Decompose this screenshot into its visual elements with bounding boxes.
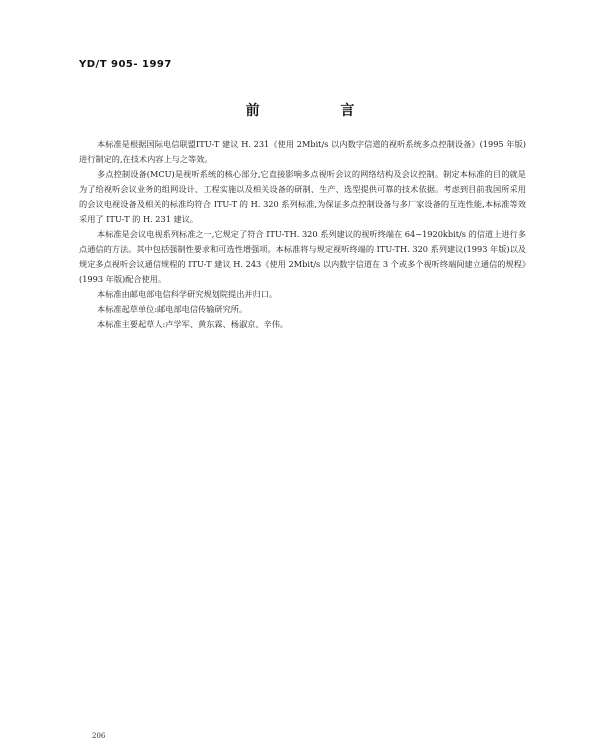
paragraph-drafting-unit: 本标准起草单位:邮电部电信传输研究所。: [97, 304, 248, 314]
paragraph-drafters: 本标准主要起草人:卢学军、黄东霖、杨淑京、辛伟。: [97, 319, 289, 329]
page-number: 206: [92, 732, 106, 740]
standard-code: YD/T 905- 1997: [79, 59, 172, 70]
foreword-body: [79, 137, 526, 332]
paragraph-mcu-purpose: 多点控制设备(MCU)是视听系统的核心部分,它直接影响多点视听会议的网络结构及会议控制。制定本标准的目的就是为了给视听会议业务的组网设计、工程实施以及相关设备的研制、生产、选型提供可靠的技术依据。考虑到目前我国所采用的会议电视设备及相关的标准均符合 ITU-T 的 H. 320 系列标准,为保证多点控制设备与多厂家设备的互连性能,本标准等效采用了 ITU-T 的 H. 231 建议。: [79, 169, 526, 224]
paragraph-basis: 本标准是根据国际电信联盟ITU-T 建议 H. 231《使用 2Mbit/s 以内数字信道的视听系统多点控制设备》(1995 年版)进行制定的,在技术内容上与之等效。: [79, 139, 526, 164]
paragraph-scope: 本标准是会议电视系列标准之一,它规定了符合 ITU-TH. 320 系列建议的视听终端在 64~1920kbit/s 的信道上进行多点通信的方法。其中包括强制性要求和可选性增强项。本标准将与规定视听终端的 ITU-TH. 320 系列建议(1993 年版)以及规定多点视听会议通信规程的 ITU-T 建议 H. 243《使用 2Mbit/s 以内数字信道在 3 个或多个视听终端间建立通信的规程》(1993 年版)配合使用。: [79, 229, 526, 284]
paragraph-proposer: 本标准由邮电部电信科学研究规划院提出并归口。: [97, 289, 278, 299]
page-title: 前 言: [245, 103, 393, 119]
